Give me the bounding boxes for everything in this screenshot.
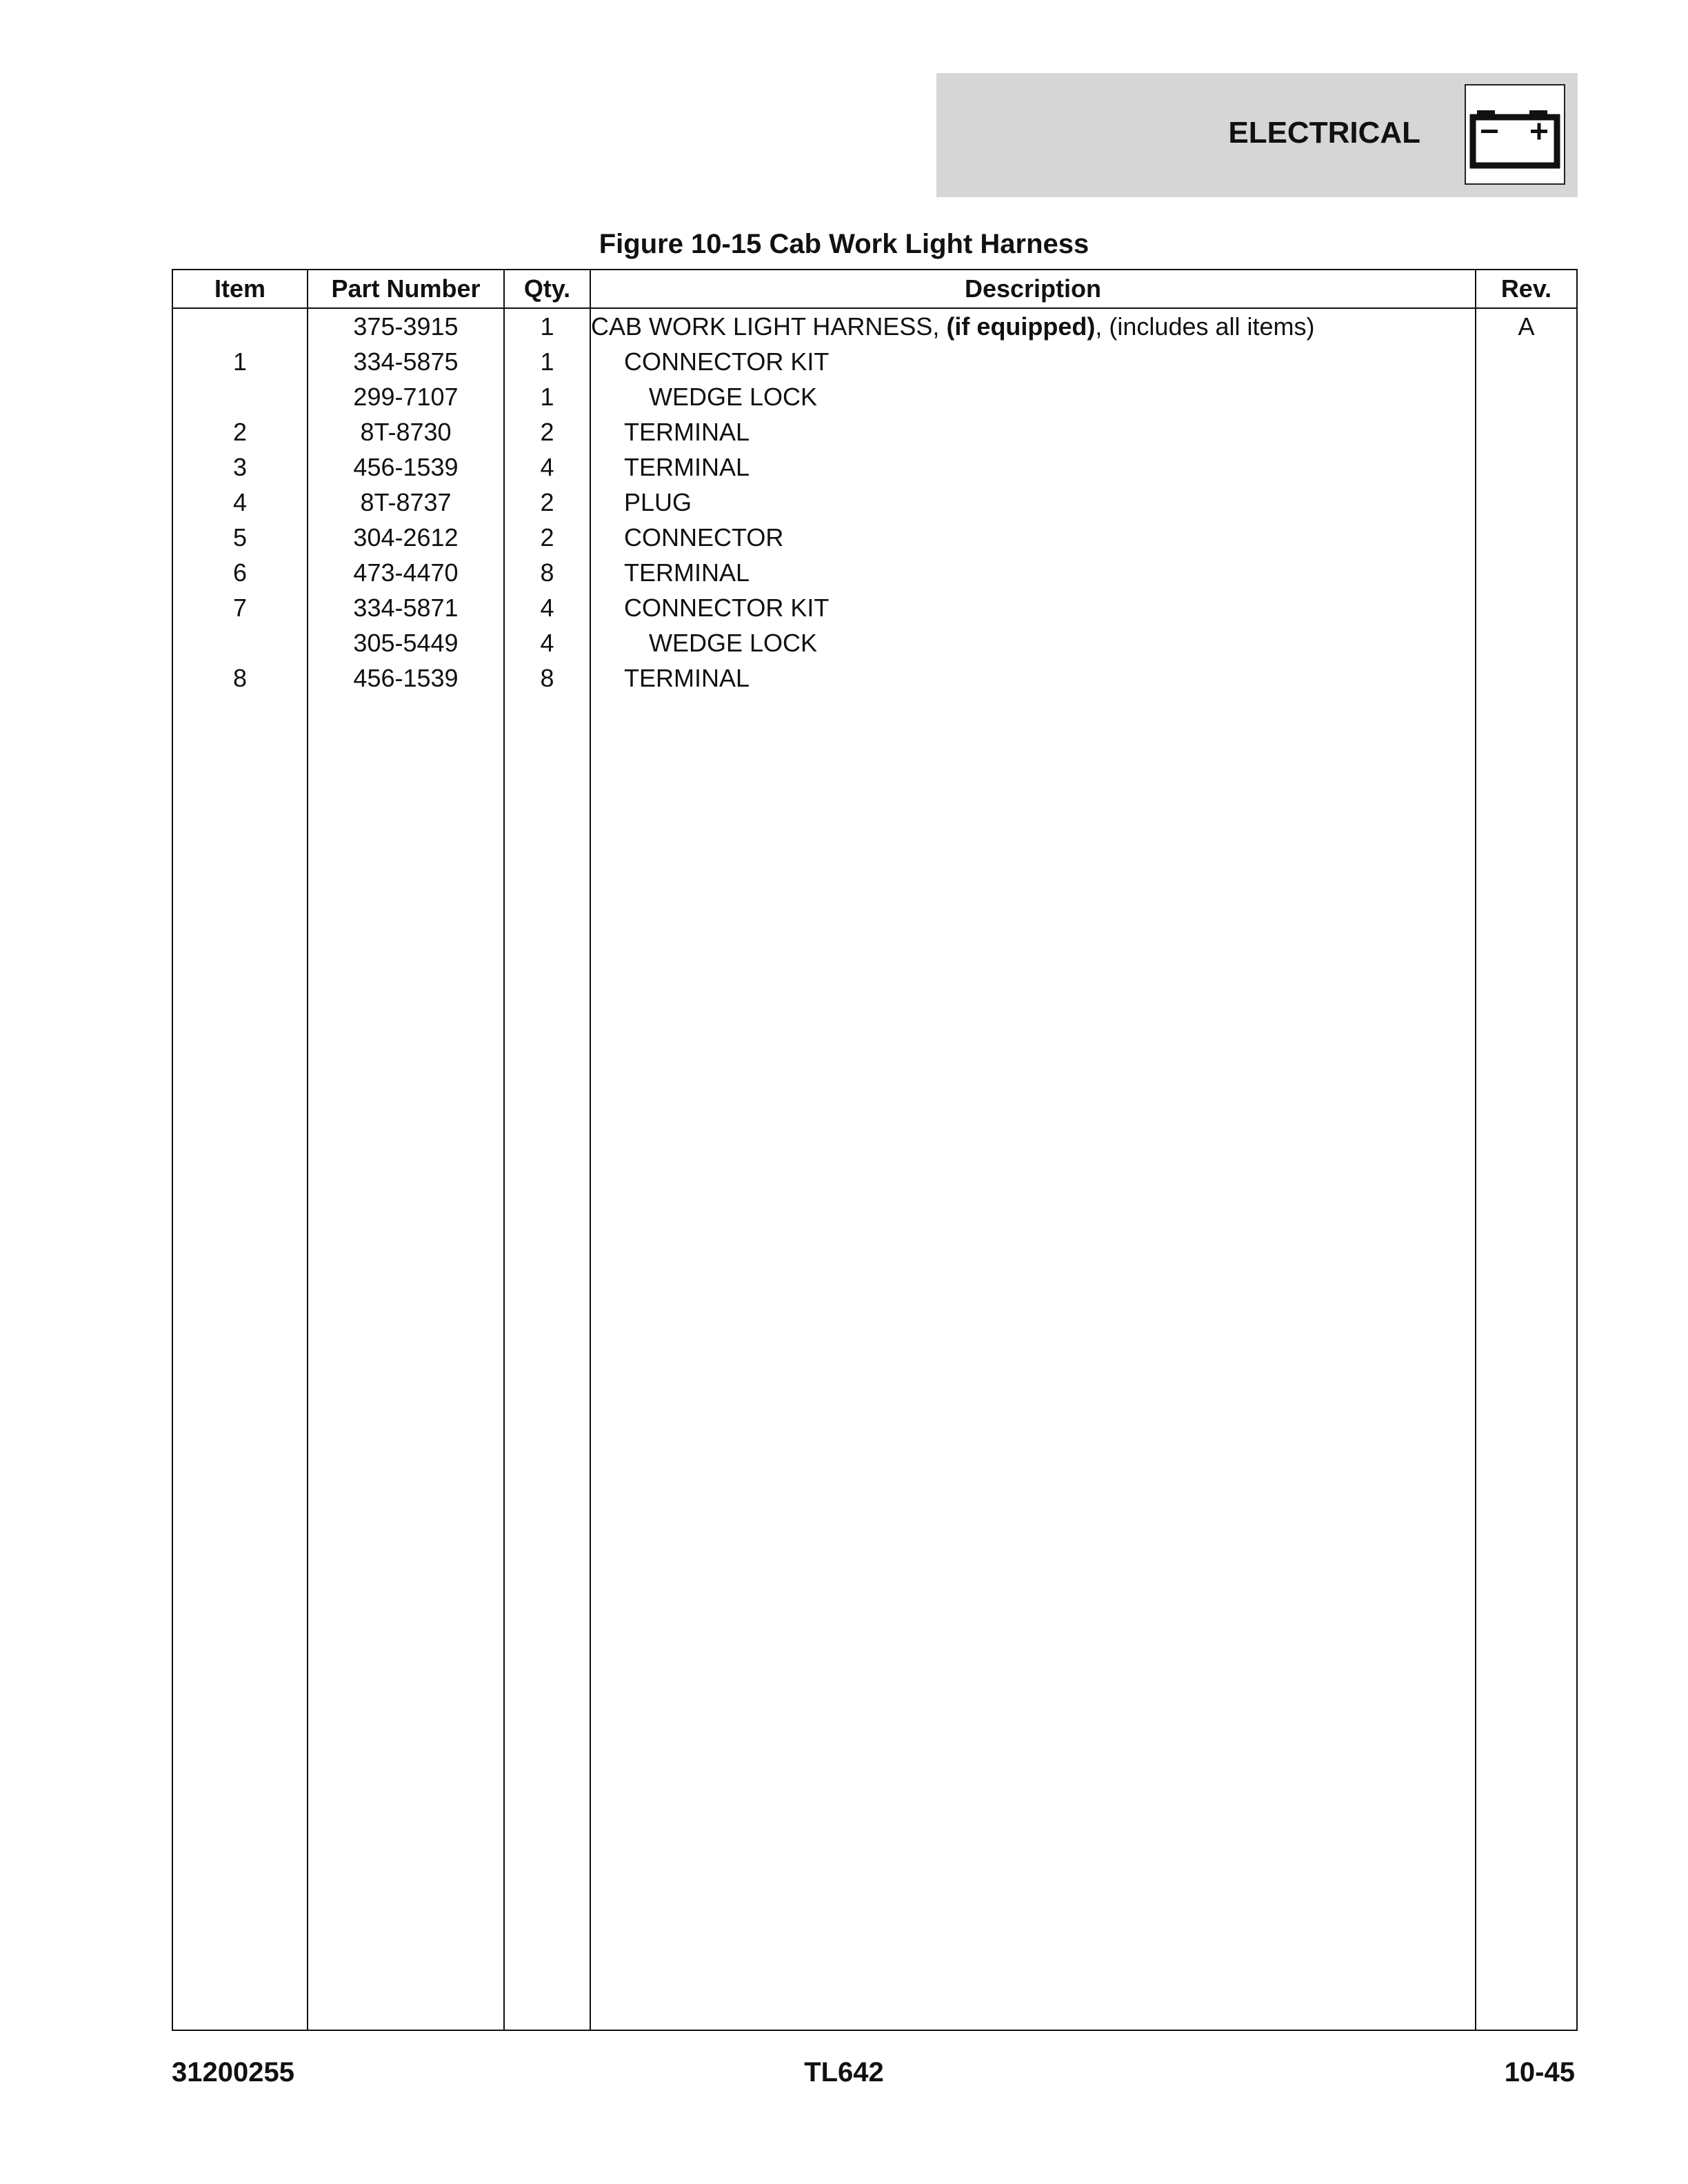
battery-icon bbox=[1466, 85, 1564, 183]
table-header-row bbox=[172, 270, 1577, 308]
part-number: 456-1539 bbox=[308, 660, 504, 696]
revision bbox=[1476, 379, 1577, 414]
description-suffix: , (includes all items) bbox=[1095, 312, 1315, 341]
revision bbox=[1476, 344, 1577, 379]
part-number: 8T-8737 bbox=[308, 485, 504, 520]
description: PLUG bbox=[590, 485, 1476, 520]
part-number: 305-5449 bbox=[308, 625, 504, 660]
part-number: 473-4470 bbox=[308, 555, 504, 590]
part-number: 8T-8730 bbox=[308, 414, 504, 449]
part-number: 456-1539 bbox=[308, 449, 504, 485]
filler-cell bbox=[308, 696, 504, 2030]
table-row bbox=[172, 414, 1577, 449]
quantity: 8 bbox=[504, 555, 590, 590]
quantity: 2 bbox=[504, 485, 590, 520]
item-number: 8 bbox=[172, 660, 308, 696]
revision bbox=[1476, 414, 1577, 449]
table-row bbox=[172, 555, 1577, 590]
table-row bbox=[172, 485, 1577, 520]
table-row bbox=[172, 590, 1577, 625]
description: TERMINAL bbox=[590, 660, 1476, 696]
parts-table bbox=[172, 269, 1578, 2031]
filler-cell bbox=[172, 696, 308, 2030]
revision bbox=[1476, 625, 1577, 660]
part-number: 334-5875 bbox=[308, 344, 504, 379]
item-number: 5 bbox=[172, 520, 308, 555]
table-row bbox=[172, 379, 1577, 414]
part-number: 375-3915 bbox=[308, 308, 504, 344]
description-text: CAB WORK LIGHT HARNESS, bbox=[591, 312, 947, 341]
description: TERMINAL bbox=[590, 449, 1476, 485]
item-number: 4 bbox=[172, 485, 308, 520]
table-row bbox=[172, 344, 1577, 379]
quantity: 4 bbox=[504, 625, 590, 660]
page-number: 10-45 bbox=[1504, 2057, 1575, 2087]
table-filler-row bbox=[172, 696, 1577, 2030]
description bbox=[590, 308, 1476, 344]
revision bbox=[1476, 555, 1577, 590]
quantity: 4 bbox=[504, 449, 590, 485]
item-number bbox=[172, 308, 308, 344]
filler-cell bbox=[504, 696, 590, 2030]
quantity: 8 bbox=[504, 660, 590, 696]
item-number: 6 bbox=[172, 555, 308, 590]
table-row bbox=[172, 308, 1577, 344]
description: CONNECTOR KIT bbox=[590, 344, 1476, 379]
item-number: 2 bbox=[172, 414, 308, 449]
table-row bbox=[172, 625, 1577, 660]
item-number: 7 bbox=[172, 590, 308, 625]
part-number: 334-5871 bbox=[308, 590, 504, 625]
description: WEDGE LOCK bbox=[590, 379, 1476, 414]
column-header-rev: Rev. bbox=[1476, 270, 1577, 308]
description: TERMINAL bbox=[590, 555, 1476, 590]
table-row bbox=[172, 660, 1577, 696]
column-header-part-number: Part Number bbox=[308, 270, 504, 308]
figure-title: Figure 10-15 Cab Work Light Harness bbox=[599, 229, 1089, 259]
description: TERMINAL bbox=[590, 414, 1476, 449]
revision bbox=[1476, 520, 1577, 555]
quantity: 1 bbox=[504, 344, 590, 379]
item-number: 1 bbox=[172, 344, 308, 379]
quantity: 2 bbox=[504, 414, 590, 449]
item-number: 3 bbox=[172, 449, 308, 485]
item-number bbox=[172, 625, 308, 660]
quantity: 4 bbox=[504, 590, 590, 625]
revision bbox=[1476, 660, 1577, 696]
model-name: TL642 bbox=[804, 2057, 884, 2087]
description: CONNECTOR bbox=[590, 520, 1476, 555]
table-row bbox=[172, 449, 1577, 485]
table-row bbox=[172, 520, 1577, 555]
part-number: 299-7107 bbox=[308, 379, 504, 414]
section-title: ELECTRICAL bbox=[1228, 116, 1420, 150]
column-header-qty: Qty. bbox=[504, 270, 590, 308]
document-number: 31200255 bbox=[172, 2057, 294, 2087]
section-header bbox=[936, 73, 1578, 197]
description-bold-note: (if equipped) bbox=[946, 312, 1096, 341]
filler-cell bbox=[590, 696, 1476, 2030]
column-header-description: Description bbox=[590, 270, 1476, 308]
revision bbox=[1476, 449, 1577, 485]
column-header-item: Item bbox=[172, 270, 308, 308]
battery-icon-frame bbox=[1465, 84, 1565, 185]
quantity: 1 bbox=[504, 308, 590, 344]
quantity: 1 bbox=[504, 379, 590, 414]
revision bbox=[1476, 485, 1577, 520]
filler-cell bbox=[1476, 696, 1577, 2030]
description: CONNECTOR KIT bbox=[590, 590, 1476, 625]
item-number bbox=[172, 379, 308, 414]
description: WEDGE LOCK bbox=[590, 625, 1476, 660]
part-number: 304-2612 bbox=[308, 520, 504, 555]
revision bbox=[1476, 590, 1577, 625]
revision: A bbox=[1476, 308, 1577, 344]
quantity: 2 bbox=[504, 520, 590, 555]
